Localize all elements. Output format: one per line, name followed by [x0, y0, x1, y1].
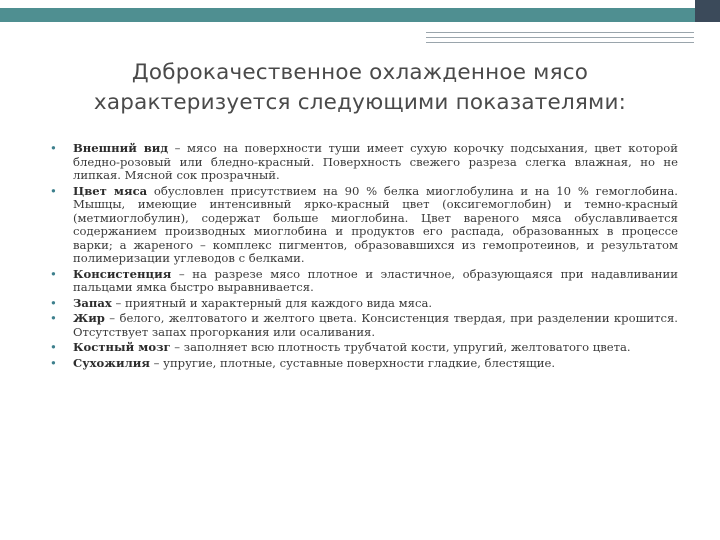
list-item [50, 312, 678, 339]
list-item [50, 357, 678, 371]
item-text: – белого, желтоватого и желтого цвета. Консистенция твердая, при разделении крошится. Отсутствует запах прогоркания или осаливания. [73, 311, 678, 339]
bullet-icon: • [50, 183, 57, 198]
item-text: – упругие, плотные, суставные поверхности гладкие, блестящие. [149, 355, 556, 370]
list-item [50, 268, 678, 295]
indicator-list [50, 142, 678, 372]
bullet-icon: • [50, 141, 57, 155]
item-term: Жир [73, 311, 105, 325]
header-corner-block [695, 0, 720, 22]
item-text: – на разрезе мясо плотное и эластичное, образующаяся при надавливании пальцами ямка быстро выравнивается. [73, 266, 678, 294]
item-text: – заполняет всю плотность трубчатой кости, упругий, желтоватого цвета. [170, 340, 631, 354]
decorative-line-1 [426, 32, 694, 33]
bullet-icon: • [50, 266, 57, 281]
header-accent-bar [0, 8, 695, 22]
item-term: Консистенция [73, 266, 172, 281]
item-term: Внешний вид [73, 141, 169, 155]
decorative-line-3 [426, 42, 694, 43]
item-term: Цвет мяса [73, 183, 148, 198]
slide-title [30, 58, 690, 118]
item-term: Сухожилия [73, 355, 150, 370]
item-text: обусловлен присутствием на 90 % белка миоглобулина и на 10 % гемоглобина. Мышцы, имеющие интенсивный ярко-красный цвет (оксигемоглобин) и темно-красный (метмиоглобулин), содержат больше миоглобина. Цвет вареного мяса обуславливается содержанием производных миоглобина и продуктов его распада, образованных в процессе варки; а жареного – комплекс пигментов, образовавшихся из гемопротеинов, и результатом полимеризации углеводов с белками. [73, 183, 678, 265]
list-item [50, 341, 678, 355]
list-item [50, 142, 678, 183]
item-text: – приятный и характерный для каждого вида мяса. [111, 295, 433, 310]
decorative-line-2 [426, 37, 694, 38]
item-term: Костный мозг [73, 340, 171, 354]
bullet-icon: • [50, 340, 57, 354]
slide-title-line-1: Доброкачественное охлажденное мясо [131, 60, 589, 85]
bullet-icon: • [50, 355, 57, 370]
list-item [50, 297, 678, 311]
bullet-icon: • [50, 295, 57, 310]
slide-title-line-2: характеризуется следующими показателями: [93, 90, 627, 115]
item-text: – мясо на поверхности туши имеет сухую корочку подсыхания, цвет которой бледно-розовый или бледно-красный. Поверхность свежего разреза слегка влажная, но не липкая. Мясной сок прозрачный. [73, 141, 678, 182]
item-term: Запах [73, 295, 112, 310]
bullet-icon: • [50, 311, 57, 325]
list-item [50, 185, 678, 266]
